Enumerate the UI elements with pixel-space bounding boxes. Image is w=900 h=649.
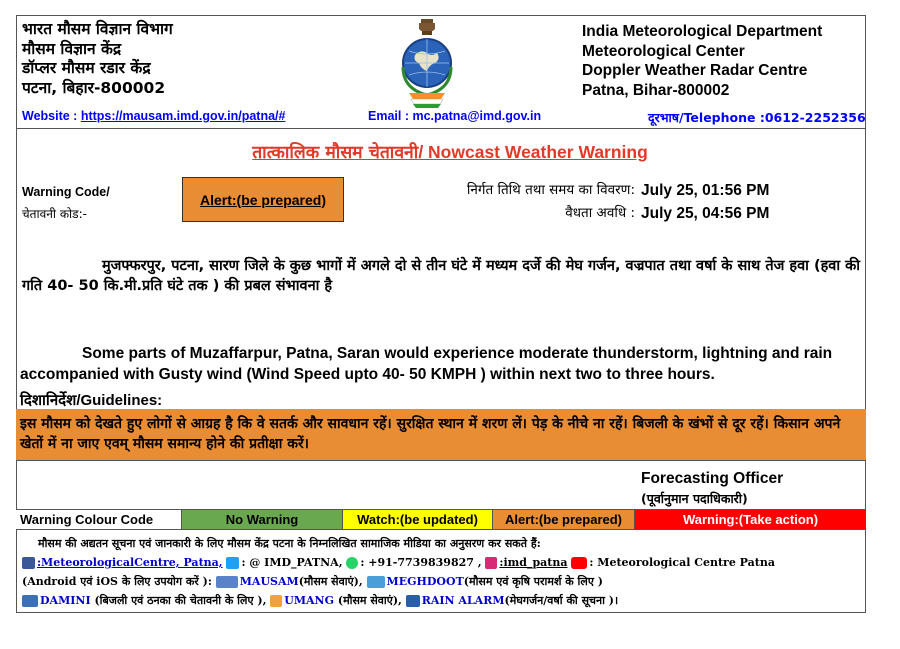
officer-title-en: Forecasting Officer [641,470,784,487]
issue-time-value: July 25, 01:56 PM [641,182,770,199]
header-english-line: India Meteorological Department [582,23,823,40]
warning-message-hindi: मुजफ्फरपुर, पटना, सारण जिले के कुछ भागों में अगले दो से तीन घंटे में मध्यम दर्जे की मेघ गर्जन, वज्रपात तथा वर्षा के साथ तेज हवा (हवा की गति 40- 50 कि.मी.प्रति घंटे तक ) की प्रबल संभावना है [22,258,861,294]
guidelines-label-en: /Guidelines: [76,392,163,409]
whatsapp-icon [346,557,358,569]
whatsapp-number: : +91-7739839827 , [360,556,482,569]
header-hindi-line: पटना, बिहार-800002 [22,78,166,97]
mausam-app[interactable]: MAUSAM [239,575,299,588]
warning-colour-legend [16,509,866,530]
social-intro: मौसम की अद्यतन सूचना एवं जानकारी के लिए मौसम केंद्र पटना के निम्नलिखित सामाजिक मीडिया का अनुसरण कर सकते हैं: [38,537,541,550]
header-hindi-line: मौसम विज्ञान केंद्र [22,39,122,58]
legend-label: Warning Colour Code [16,510,182,529]
validity-label: वैधता अवधि : [565,205,635,221]
header-hindi [22,20,173,98]
legend-watch: Watch:(be updated) [343,510,493,529]
divider [16,460,866,461]
guidelines-text: इस मौसम को देखते हुए लोगों से आग्रह है कि वे सतर्क और सावधान रहें। सुरक्षित स्थान में शरण लें। पेड़ के नीचे ना रहें। बिजली के खंभों से दूर रहें। किसान अपने खेतों में ना जाए एवम् मौसम समान्य होने की प्रतीक्षा करें। [20,416,841,452]
warning-code-en: Warning Code/ [22,185,110,199]
title-english: / Nowcast Weather Warning [418,142,648,162]
website-link[interactable]: https://mausam.imd.gov.in/patna/# [80,109,286,123]
issue-time-label: निर्गत तिथि तथा समय का विवरण: [466,182,635,198]
header-english-line: Patna, Bihar-800002 [582,81,730,99]
twitter-handle[interactable]: : @ IMD_PATNA, [241,556,343,569]
telephone: दूरभाष/Telephone :0612-2252356 [648,110,866,125]
mausam-desc: (मौसम सेवाएं), [298,575,363,588]
umang-app-icon [270,595,282,607]
header-hindi-line: डॉप्लर मौसम रडार केंद्र [22,59,151,77]
divider [16,128,866,129]
meghdoot-desc: (मौसम एवं कृषि परामर्श के लिए ) [463,575,603,588]
imd-emblem-icon [395,17,459,109]
damini-app[interactable]: DAMINI [40,594,91,607]
umang-desc: (मौसम सेवाएं), [337,594,402,607]
issue-values [641,179,769,225]
legend-no-warning: No Warning [182,510,343,529]
header-english-line: Doppler Weather Radar Centre [582,62,808,79]
guidelines-label [20,390,162,410]
warning-message-english: Some parts of Muzaffarpur, Patna, Saran would experience moderate thunderstorm, lightning and rain accompanied with Gusty wind (Wind Speed upto 40- 50 KMPH ) within next two to three hours. [20,345,833,383]
alert-level-text: Alert:(be prepared) [199,191,327,208]
social-media-footer [22,534,862,610]
instagram-handle[interactable]: :imd_patna [499,556,568,569]
email-link[interactable]: Email : mc.patna@imd.gov.in [368,109,542,123]
social-links-row [22,553,862,572]
page-title [0,140,900,164]
youtube-icon [571,557,587,569]
instagram-icon [485,557,497,569]
youtube-channel[interactable]: : Meteorological Centre Patna [589,556,775,569]
twitter-icon [226,557,239,569]
issue-labels [420,179,635,225]
validity-value: July 25, 04:56 PM [641,205,770,222]
facebook-link[interactable]: :MeteorologicalCentre, Patna, [37,556,223,569]
damini-desc: (बिजली एवं ठनका की चेतावनी के लिए ), [94,594,267,607]
alert-level-badge [182,177,344,222]
header-hindi-line: भारत मौसम विज्ञान विभाग [22,20,173,38]
title-hindi: तात्कालिक मौसम चेतावनी [252,143,419,163]
website-label: Website : [22,109,81,123]
header-english-line: Meteorological Center [582,42,745,60]
rain-alarm-app[interactable]: RAIN ALARM [421,594,505,607]
forecasting-officer [641,469,783,509]
rain-alarm-desc: (मेघगर्जन/वर्षा की सूचना )। [504,594,619,607]
warning-code-hi: चेतावनी कोड:- [22,207,87,221]
legend-warning: Warning:(Take action) [635,510,866,529]
website [22,109,285,123]
warning-code-label [22,181,110,225]
facebook-icon [22,557,35,569]
legend-alert: Alert:(be prepared) [493,510,635,529]
officer-title-hi: (पूर्वानुमान पदाधिकारी) [641,491,748,506]
meghdoot-app[interactable]: MEGHDOOT [386,575,464,588]
guidelines-label-hi: दिशानिर्देश [20,391,77,409]
umang-app[interactable]: UMANG [284,594,335,607]
meghdoot-app-icon [367,576,385,588]
header-english [582,22,822,100]
apps-intro: (Android एवं iOS के लिए उपयोग करें ): [22,575,212,588]
damini-app-icon [22,595,38,607]
apps-row [22,572,862,591]
mausam-app-icon [216,576,238,588]
apps-row-2 [22,591,862,610]
rain-alarm-app-icon [406,595,420,607]
